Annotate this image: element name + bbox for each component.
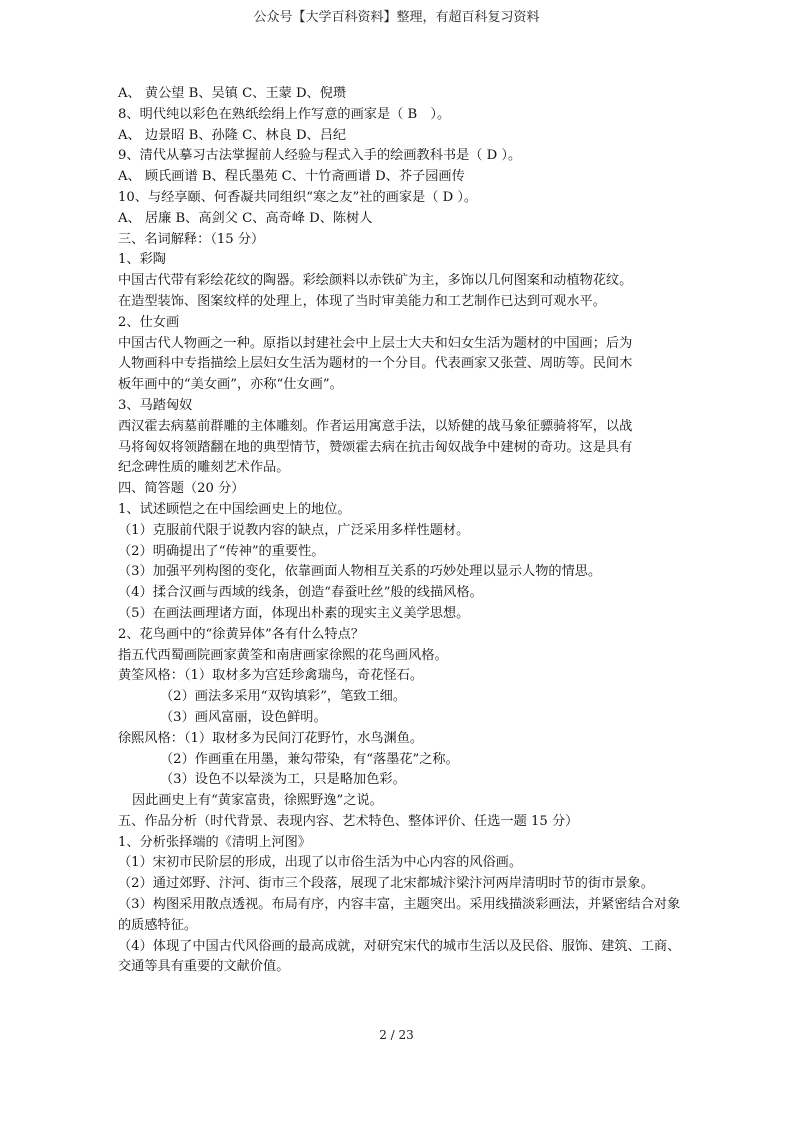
list-item: （1）宋初市民阶层的形成，出现了以市俗生活为中心内容的风俗画。 (118, 855, 523, 871)
question-10: 10、与经享颐、何香凝共同组织“寒之友”社的画家是（ D ）。 (118, 189, 478, 205)
paragraph-line: 指五代西蜀画院画家黄筌和南唐画家徐熙的花鸟画风格。 (118, 647, 448, 663)
term-heading: 3、马踏匈奴 (118, 397, 193, 413)
paragraph-line: 在造型装饰、图案纹样的处理上，体现了当时审美能力和工艺制作已达到可观水平。 (118, 293, 606, 309)
answer-options: A、 边景昭 B、孙隆 C、林良 D、吕纪 (118, 127, 347, 143)
paragraph-line: 纪念碑性质的雕刻艺术作品。 (118, 460, 290, 476)
list-item: （1）克服前代限于说教内容的缺点，广泛采用多样性题材。 (118, 522, 470, 538)
page-header: 公众号【大学百科资料】整理，有超百科复习资料 (253, 10, 540, 25)
list-item: 徐熙风格：（1）取材多为民间汀花野竹，水鸟渊鱼。 (118, 730, 424, 746)
list-item: （2）作画重在用墨，兼勾带染，有“落墨花”之称。 (160, 751, 459, 767)
list-item: （5）在画法画理诸方面，体现出朴素的现实主义美学思想。 (118, 605, 470, 621)
question-heading: 1、试述顾恺之在中国绘画史上的地位。 (118, 501, 351, 517)
list-item: （3）加强平列构图的变化，依靠画面人物相互关系的巧妙处理以显示人物的情思。 (118, 564, 602, 580)
paragraph-line: 中国古代人物画之一种。原指以封建社会中上层士大夫和妇女生活为题材的中国画；后为 (118, 335, 633, 351)
list-item: （3）画风富丽，设色鲜明。 (160, 709, 327, 725)
section-heading: 四、简答题（20 分） (118, 481, 245, 497)
document-body (118, 84, 688, 978)
paragraph-line: 因此画史上有“黄家富贵，徐熙野逸”之说。 (132, 793, 383, 809)
list-item: （3）构图采用散点透视。布局有序，内容丰富，主题突出。采用线描淡彩画法，并紧密结合对象的质感特征。 (118, 897, 681, 933)
paragraph-line: 西汉霍去病墓前群雕的主体雕刻。作者运用寓意手法，以矫健的战马象征骠骑将军，以战 (118, 418, 633, 434)
term-heading: 2、仕女画 (118, 314, 180, 330)
page-number: 2 / 23 (379, 1028, 414, 1042)
paragraph-line: 中国古代带有彩绘花纹的陶器。彩绘颜料以赤铁矿为主，多饰以几何图案和动植物花纹。 (118, 273, 633, 289)
list-item: （2）明确提出了“传神”的重要性。 (118, 543, 325, 559)
list-item: （2）通过郊野、汴河、街市三个段落，展现了北宋都城汴梁汴河两岸清明时节的街市景象。 (118, 876, 654, 892)
question-9: 9、清代从摹习古法掌握前人经验与程式入手的绘画教科书是（ D ）。 (118, 148, 522, 164)
paragraph-line: 人物画科中专指描绘上层妇女生活为题材的一个分目。代表画家又张萱、周昉等。民间木 (118, 356, 633, 372)
question-8: 8、明代纯以彩色在熟纸绘绢上作写意的画家是（ B ）。 (118, 106, 451, 122)
answer-options: A、 黄公望 B、吴镇 C、王蒙 D、倪瓒 (118, 86, 347, 101)
paragraph-line: 板年画中的“美女画”，亦称“仕女画”。 (118, 377, 343, 393)
question-heading: 1、分析张择端的《清明上河图》 (118, 834, 312, 850)
section-heading: 三、名词解释：（15 分） (118, 231, 265, 247)
answer-options: A、 居廉 B、高剑父 C、高奇峰 D、陈树人 (118, 210, 373, 226)
list-item: 黄筌风格：（1）取材多为宫廷珍禽瑞鸟，奇花怪石。 (118, 668, 424, 684)
list-item: （4）揉合汉画与西域的线条，创造“春蚕吐丝”般的线描风格。 (118, 585, 483, 601)
question-heading: 2、花鸟画中的“徐黄异体”各有什么特点？ (118, 626, 365, 642)
term-heading: 1、彩陶 (118, 252, 166, 268)
list-item: （2）画法多采用“双钩填彩”，笔致工细。 (160, 689, 407, 705)
section-heading: 五、作品分析（时代背景、表现内容、艺术特色、整体评价、任选一题 15 分） (118, 813, 579, 829)
answer-options: A、 顾氏画谱 B、程氏墨苑 C、十竹斋画谱 D、芥子园画传 (118, 169, 465, 185)
list-item: （3）设色不以晕淡为工，只是略加色彩。 (160, 772, 406, 788)
list-item: （4）体现了中国古代风俗画的最高成就，对研究宋代的城市生活以及民俗、服饰、建筑、工商、交通等具有重要的文献价值。 (118, 938, 681, 975)
paragraph-line: 马将匈奴将领踏翻在地的典型情节，赞颂霍去病在抗击匈奴战争中建树的奇功。这是具有 (118, 439, 633, 455)
